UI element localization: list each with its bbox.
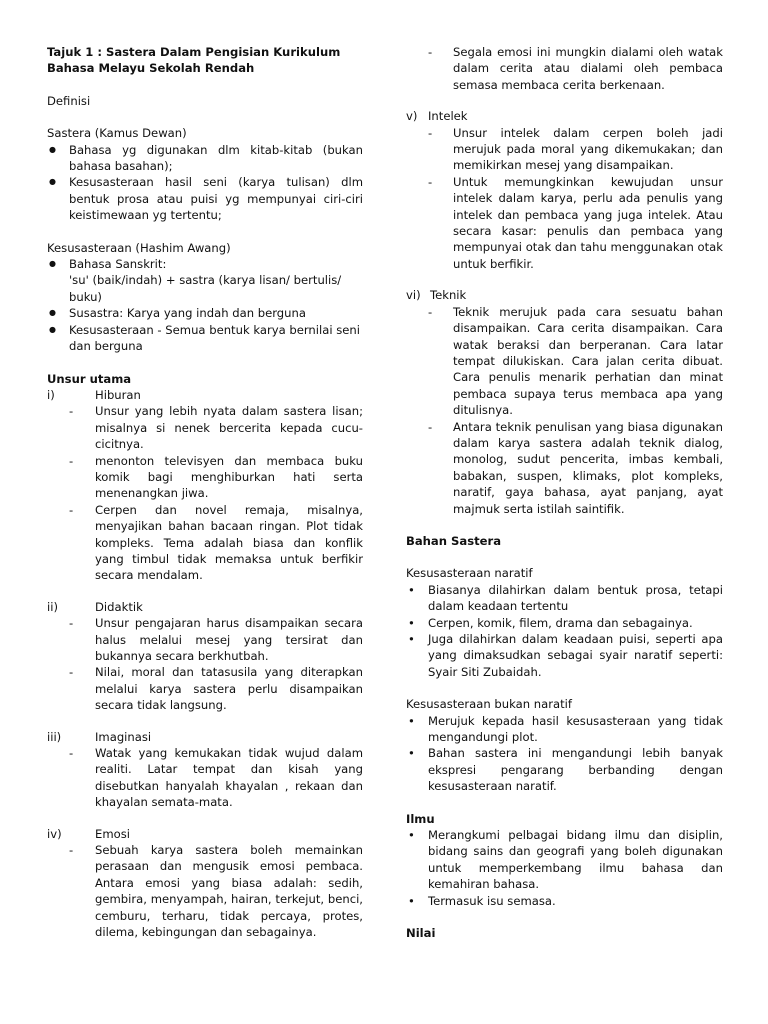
teknik-list (406, 304, 723, 517)
section-title: Emosi (95, 826, 130, 841)
list-item: • Bahan sastera ini mengandungi lebih banyak ekspresi pengarang berbanding dengan kesusasteraan naratif. (406, 745, 723, 794)
list-item: - Cerpen dan novel remaja, misalnya, menyajikan bahan bacaan ringan. Plot tidak kompleks. Tema adalah biasa dan konflik yang timbul tidak memaksa untuk berfikir secara mendalam. (47, 502, 363, 584)
definisi-heading: Definisi (47, 93, 91, 108)
bahan-sastera-heading: Bahan Sastera (406, 533, 502, 548)
nilai-heading: Nilai (406, 926, 436, 941)
kamus-heading: Sastera (Kamus Dewan) (47, 126, 187, 141)
list-item: ● Bahasa yg digunakan dlm kitab-kitab (bukan bahasa basahan); (47, 142, 363, 175)
left-column (47, 0, 363, 941)
list-item: - Nilai, moral dan tatasusila yang diterapkan melalui karya sastera perlu disampaikan secara tidak langsung. (47, 664, 363, 713)
kamus-list (47, 142, 363, 224)
section-number: vi) (406, 288, 421, 303)
list-item: - Segala emosi ini mungkin dialami oleh watak dalam cerita atau dialami oleh pembaca semasa membaca cerita berkenaan. (406, 44, 723, 93)
list-item-subtext: 'su' (baik/indah) + sastra (karya lisan/ bertulis/ buku) (69, 273, 342, 304)
list-item: • Termasuk isu semasa. (406, 893, 723, 909)
list-item: - Watak yang kemukakan tidak wujud dalam realiti. Latar tempat dan kisah yang disebutkan hanyalah khayalan , rekaan dan khayalan semata-mata. (47, 745, 363, 811)
list-item: - Untuk memungkinkan kewujudan unsur intelek dalam karya, perlu ada penulis yang intelek dan pembaca yang juga intelek. Atau secara kasar: penulis dan pembaca yang mempunyai otak dan tahu menggunakan otak untuk berfikir. (406, 174, 723, 272)
list-item: - Antara teknik penulisan yang biasa digunakan dalam karya sastera adalah teknik dialog, monolog, sudut pencerita, imbas kembali, babakan, suspen, klimaks, plot kompleks, naratif, gaya bahasa, ayat panjang, ayat majmuk serta istilah saintifik. (406, 419, 723, 517)
section-number: v) (406, 109, 418, 124)
right-column (406, 0, 723, 942)
list-item: • Merangkumi pelbagai bidang ilmu dan disiplin, bidang sains dan geografi yang boleh digunakan untuk memperkembang ilmu bahasa dan kemahiran bahasa. (406, 827, 723, 893)
section-number: iv) (47, 826, 62, 841)
section-label-emosi (47, 826, 363, 842)
intelek-list (406, 125, 723, 273)
section-title: Hiburan (95, 387, 141, 402)
list-item: • Juga dilahirkan dalam keadaan puisi, seperti apa yang dimaksudkan sebagai syair naratif seperti: Syair Siti Zubaidah. (406, 631, 723, 680)
list-item: • Biasanya dilahirkan dalam bentuk prosa, tetapi dalam keadaan tertentu (406, 582, 723, 615)
section-label-hiburan (47, 387, 363, 403)
bukan-naratif-heading: Kesusasteraan bukan naratif (406, 697, 572, 712)
list-item: - Sebuah karya sastera boleh memainkan perasaan dan mengusik emosi pembaca. Antara emosi yang biasa adalah: sedih, gembira, menyampah, hairan, terkejut, benci, cemburu, terharu, tidak percaya, protes, dilema, kebingungan dan sebagainya. (47, 842, 363, 940)
section-label-imaginasi (47, 729, 363, 745)
section-title: Teknik (430, 288, 467, 303)
emosi-continued-list (406, 44, 723, 93)
title-line-2: Bahasa Melayu Sekolah Rendah (47, 61, 255, 76)
didaktik-list (47, 615, 363, 713)
emosi-list (47, 842, 363, 940)
ilmu-list (406, 827, 723, 909)
hashim-heading: Kesusasteraan (Hashim Awang) (47, 240, 231, 255)
list-item: - Unsur intelek dalam cerpen boleh jadi merujuk pada moral yang dikemukakan; dan memikirkan mesej yang disampaikan. (406, 125, 723, 174)
unsur-heading: Unsur utama (47, 371, 132, 386)
section-number: i) (47, 387, 55, 402)
list-item (47, 256, 363, 305)
section-label-intelek (406, 108, 723, 124)
section-number: iii) (47, 729, 62, 744)
list-item: ● Susastra: Karya yang indah dan berguna (47, 305, 363, 321)
section-title: Intelek (428, 109, 468, 124)
bukan-naratif-list (406, 713, 723, 795)
list-item: - Teknik merujuk pada cara sesuatu bahan disampaikan. Cara cerita disampaikan. Cara watak beraksi dan berperanan. Cara latar tempat dilukiskan. Cara jalan cerita dibuat. Cara penulis menarik perhatian dan minat pembaca supaya terus membaca apa yang ditulisnya. (406, 304, 723, 419)
list-item: ● Kesusasteraan hasil seni (karya tulisan) dlm bentuk prosa atau puisi yg mempunyai ciri-ciri keistimewaan yg tertentu; (47, 174, 363, 223)
naratif-list (406, 582, 723, 680)
document-title (47, 44, 363, 77)
section-label-didaktik (47, 599, 363, 615)
naratif-heading: Kesusasteraan naratif (406, 566, 533, 581)
imaginasi-list (47, 745, 363, 811)
hiburan-list (47, 403, 363, 583)
list-item: • Merujuk kepada hasil kesusasteraan yang tidak mengandungi plot. (406, 713, 723, 746)
list-item-text: Bahasa Sanskrit: (69, 257, 167, 272)
list-item: - Unsur yang lebih nyata dalam sastera lisan; misalnya si nenek bercerita kepada cucu-cicitnya. (47, 403, 363, 452)
section-title: Imaginasi (95, 729, 152, 744)
hashim-list (47, 256, 363, 354)
list-item: ● Kesusasteraan - Semua bentuk karya bernilai seni dan berguna (47, 322, 363, 355)
list-item: - Unsur pengajaran harus disampaikan secara halus melalui mesej yang tersirat dan bukannya secara berkhutbah. (47, 615, 363, 664)
ilmu-heading: Ilmu (406, 811, 435, 826)
list-item: - menonton televisyen dan membaca buku komik bagi menghiburkan hati serta menenangkan jiwa. (47, 453, 363, 502)
section-label-teknik (406, 287, 723, 303)
section-title: Didaktik (95, 599, 143, 614)
list-item: • Cerpen, komik, filem, drama dan sebagainya. (406, 615, 723, 631)
title-line-1: Tajuk 1 : Sastera Dalam Pengisian Kurikulum (47, 45, 341, 59)
section-number: ii) (47, 599, 58, 614)
